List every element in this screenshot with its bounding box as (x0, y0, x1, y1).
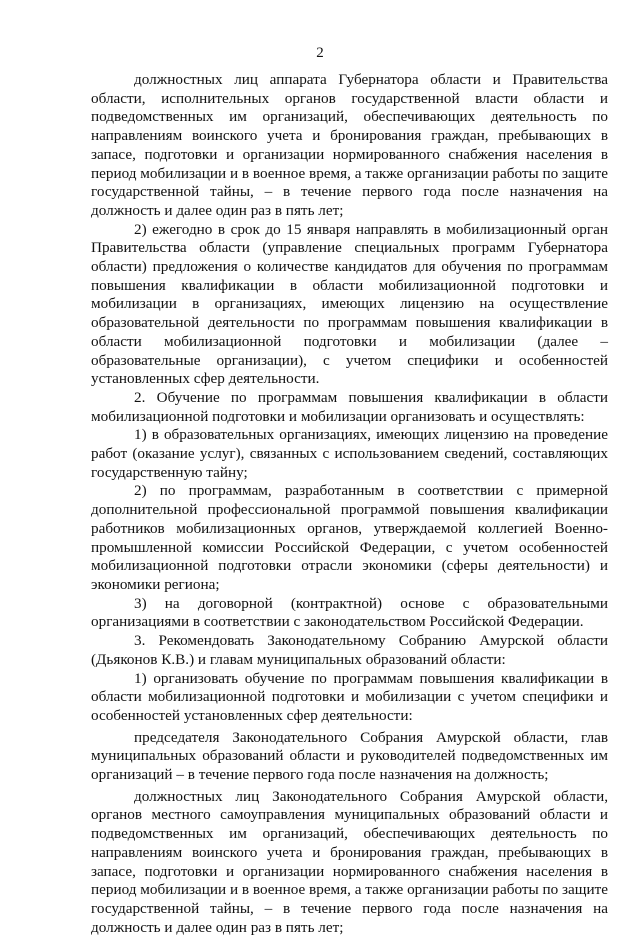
paragraph-1: должностных лиц аппарата Губернатора области и Правительства области, исполнительных органов государственной власти области и подведомственных им организаций, обеспечивающих деятельность по направлениям воинского учета и бронирования граждан, пребывающих в запасе, подготовки и организации нормированного снабжения населения в период мобилизации и в военное время, а также организации работы по защите государственной тайны, – в течение первого года после назначения на должность и далее один раз в пять лет; (91, 71, 608, 219)
paragraph-2: 2) ежегодно в срок до 15 января направлять в мобилизационный орган Правительства области (управление специальных программ Губернатора области) предложения о количестве кандидатов для обучения по программам повышения квалификации в области мобилизационной подготовки и мобилизации в организациях, имеющих лицензию на осуществление образовательной деятельности по программам повышения квалификации в области мобилизационной подготовки и мобилизации (далее – образовательные организации), с учетом специфики и особенностей установленных сфер деятельности. (91, 220, 608, 388)
paragraph-9: председателя Законодательного Собрания Амурской области, глав муниципальных образований области и руководителей подведомственных им организаций – в течение первого года после назначения на должность; (91, 728, 608, 784)
paragraph-10: должностных лиц Законодательного Собрания Амурской области, органов местного самоуправления муниципальных образований области и подведомственных им организаций, обеспечивающих деятельность по направлениям воинского учета и бронирования граждан, пребывающих в запасе, подготовки и организации нормированного снабжения населения в период мобилизации и в военное время, а также организации работы по защите государственной тайны, – в течение первого года после назначения на должность и далее один раз в пять лет; (91, 787, 608, 936)
paragraph-7: 3. Рекомендовать Законодательному Собранию Амурской области (Дьяконов К.В.) и главам муниципальных образований области: (91, 632, 608, 668)
document-body (91, 71, 608, 937)
page-number: 2 (316, 45, 324, 61)
paragraph-6: 3) на договорной (контрактной) основе с образовательными организациями в соответствии с законодательством Российской Федерации. (91, 594, 608, 631)
paragraph-3: 2. Обучение по программам повышения квалификации в области мобилизационной подготовки и мобилизации организовать и осуществлять: (91, 388, 608, 425)
paragraph-8: 1) организовать обучение по программам повышения квалификации в области мобилизационной подготовки и мобилизации с учетом специфики и особенностей установленных сфер деятельности: (91, 669, 608, 724)
paragraph-4: 1) в образовательных организациях, имеющих лицензию на проведение работ (оказание услуг), связанных с использованием сведений, составляющих государственную тайну; (91, 426, 608, 481)
paragraph-5: 2) по программам, разработанным в соответствии с примерной дополнительной профессиональной программой повышения квалификации работников мобилизационных органов, утверждаемой коллегией Военно-промышленной комиссии Российской Федерации, с учетом особенностей мобилизационной подготовки отрасли экономики (сферы деятельности) и экономики региона; (91, 482, 608, 593)
